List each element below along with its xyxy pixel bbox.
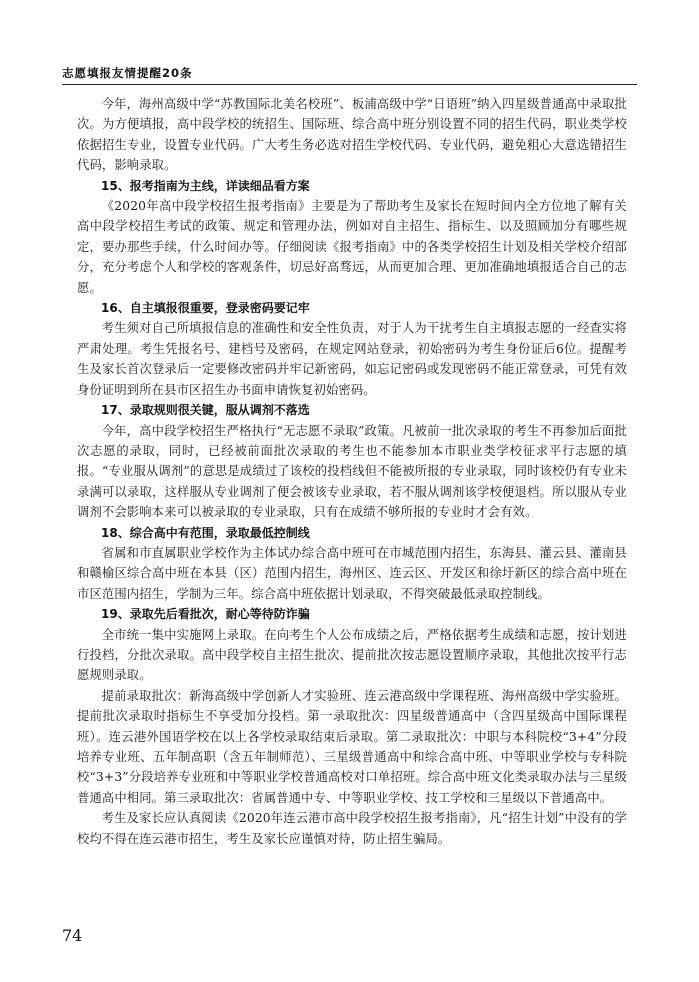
- section-19-paragraph-2: 提前录取批次：新海高级中学创新人才实验班、连云港高级中学课程班、海州高级中学实验班。提前批次录取时指标生不享受加分投档。第一录取批次：四星级普通高中（含四星级高中国际课程班）。连云港外国语学校在以上各学校录取结束后录取。第二录取批次：中职与本科院校“3+4”分段培养专业班、五年制高职（含五年制师范）、三星级普通高中和综合高中班、中等职业学校与专科院校“3+3”分段培养专业班和中等职业学校普通高校对口单招班。综合高中班文化类录取办法与三星级普通高中相同。第三录取批次：省属普通中专、中等职业学校、技工学校和三星级以下普通高中。: [77, 688, 627, 805]
- section-heading-18: 18、综合高中有范围，录取最低控制线: [101, 525, 310, 540]
- page-content: [77, 94, 627, 849]
- section-15-paragraph: 《2020年高中段学校招生报考指南》主要是为了帮助考生及家长在短时间内全方位地了解有关高中段学校招生考试的政策、规定和管理办法，例如对自主招生、指标生、以及照顾加分有哪些规定，要办那些手续，什么时间办等。仔细阅读《报考指南》中的各类学校招生计划及相关学校介绍部分，充分考虑个人和学校的客观条件，切忌好高骛远，从而更加合理、更加准确地填报适合自己的志愿。: [77, 199, 627, 295]
- section-19-paragraph-3: 考生及家长应认真阅读《2020年连云港市高中段学校招生报考指南》，凡“招生计划”中没有的学校均不得在连云港市招生，考生及家长应谨慎对待，防止招生骗局。: [77, 811, 627, 846]
- section-heading-15: 15、报考指南为主线，详读细品看方案: [101, 178, 310, 193]
- section-19-paragraph-1: 全市统一集中实施网上录取。在向考生个人公布成绩之后，严格依据考生成绩和志愿，按计划进行投档，分批次录取。高中段学校自主招生批次、提前批次按志愿设置顺序录取，其他批次按平行志愿规则录取。: [77, 627, 627, 683]
- header-title: 志愿填报友情提醒20条: [62, 66, 193, 80]
- intro-paragraph: 今年，海州高级中学“苏教国际北美名校班”、板浦高级中学“日语班”纳入四星级普通高中录取批次。为方便填报，高中段学校的统招生、国际班、综合高中班分别设置不同的招生代码，职业类学校依据招生专业，设置专业代码。广大考生务必选对招生学校代码、专业代码，避免粗心大意选错招生代码，影响录取。: [77, 97, 627, 173]
- section-heading-19: 19、录取先后看批次，耐心等待防诈骗: [101, 607, 310, 622]
- section-heading-16: 16、自主填报很重要，登录密码要记牢: [101, 301, 310, 316]
- page-number: 74: [62, 926, 83, 945]
- section-16-paragraph: 考生须对自己所填报信息的准确性和安全性负责，对于人为干扰考生自主填报志愿的一经查实将严肃处理。考生凭报名号、建档号及密码，在规定网站登录，初始密码为考生身份证后6位。提醒考生及家长首次登录后一定要修改密码并牢记新密码，如忘记密码或发现密码不能正常登录，可凭有效身份证明到所在县市区招生办书面申请恢复初始密码。: [77, 321, 627, 397]
- running-header: [62, 62, 637, 85]
- section-17-paragraph: 今年，高中段学校招生严格执行“无志愿不录取”政策。凡被前一批次录取的考生不再参加后面批次志愿的录取，同时，已经被前面批次录取的考生也不能参加本市职业类学校征求平行志愿的填报。“专业服从调剂”的意思是成绩过了该校的投档线但不能被所报的专业录取，同时该校仍有专业未录满可以录取，这样服从专业调剂了便会被该专业录取，若不服从调剂该学校便退档。所以服从专业调剂不会影响本来可以被录取的专业录取，只有在成绩不够所报的专业时才会有效。: [77, 423, 627, 520]
- section-18-paragraph: 省属和市直属职业学校作为主体试办综合高中班可在市城范围内招生，东海县、灌云县、灌南县和赣榆区综合高中班在本县（区）范围内招生，海州区、连云区、开发区和徐圩新区的综合高中班在市区范围内招生，学制为三年。综合高中班依据计划录取，不得突破最低录取控制线。: [77, 545, 627, 601]
- section-heading-17: 17、录取规则很关键，服从调剂不落选: [101, 403, 310, 418]
